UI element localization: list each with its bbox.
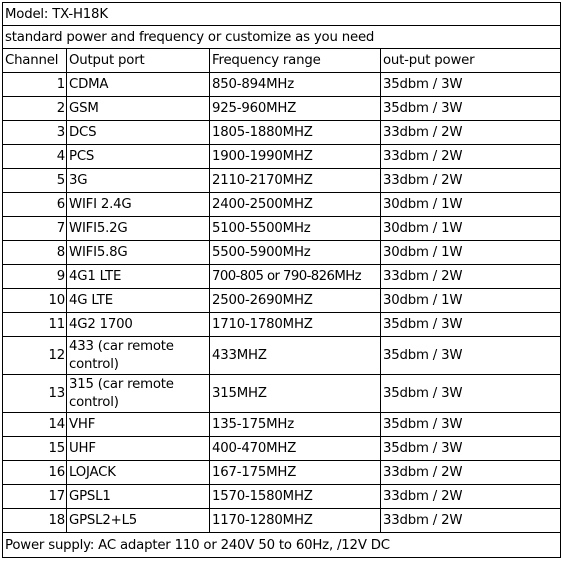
power-cell: 30dbm / 1W bbox=[381, 193, 561, 217]
frequency-cell: 2110-2170MHZ bbox=[210, 169, 381, 193]
power-cell: 33dbm / 2W bbox=[381, 485, 561, 509]
power-cell: 33dbm / 2W bbox=[381, 145, 561, 169]
port-cell: 4G LTE bbox=[67, 289, 210, 313]
port-cell: UHF bbox=[67, 437, 210, 461]
header-frequency-range: Frequency range bbox=[210, 49, 381, 73]
power-cell: 33dbm / 2W bbox=[381, 509, 561, 533]
channel-cell: 7 bbox=[3, 217, 67, 241]
port-cell: GSM bbox=[67, 97, 210, 121]
frequency-cell: 167-175MHZ bbox=[210, 461, 381, 485]
header-row bbox=[3, 49, 561, 73]
table-row bbox=[3, 413, 561, 437]
channel-cell: 8 bbox=[3, 241, 67, 265]
power-cell: 33dbm / 2W bbox=[381, 461, 561, 485]
frequency-cell: 1570-1580MHZ bbox=[210, 485, 381, 509]
power-cell: 35dbm / 3W bbox=[381, 73, 561, 97]
channel-cell: 5 bbox=[3, 169, 67, 193]
table-row bbox=[3, 289, 561, 313]
table-row bbox=[3, 437, 561, 461]
port-cell: WIFI5.2G bbox=[67, 217, 210, 241]
power-cell: 35dbm / 3W bbox=[381, 97, 561, 121]
channel-cell: 6 bbox=[3, 193, 67, 217]
port-cell: GPSL2+L5 bbox=[67, 509, 210, 533]
header-output-port: Output port bbox=[67, 49, 210, 73]
power-cell: 35dbm / 3W bbox=[381, 375, 561, 413]
frequency-cell: 135-175MHz bbox=[210, 413, 381, 437]
power-cell: 33dbm / 2W bbox=[381, 265, 561, 289]
channel-cell: 14 bbox=[3, 413, 67, 437]
table-row bbox=[3, 169, 561, 193]
table-row bbox=[3, 337, 561, 375]
frequency-cell: 2500-2690MHZ bbox=[210, 289, 381, 313]
frequency-cell: 1900-1990MHZ bbox=[210, 145, 381, 169]
frequency-cell: 400-470MHZ bbox=[210, 437, 381, 461]
port-cell: WIFI5.8G bbox=[67, 241, 210, 265]
frequency-cell: 1805-1880MHZ bbox=[210, 121, 381, 145]
port-cell: PCS bbox=[67, 145, 210, 169]
power-cell: 35dbm / 3W bbox=[381, 337, 561, 375]
frequency-cell: 1710-1780MHZ bbox=[210, 313, 381, 337]
port-cell: 4G2 1700 bbox=[67, 313, 210, 337]
channel-cell: 1 bbox=[3, 73, 67, 97]
channel-cell: 2 bbox=[3, 97, 67, 121]
table-row bbox=[3, 217, 561, 241]
spec-table bbox=[2, 2, 561, 558]
channel-cell: 17 bbox=[3, 485, 67, 509]
table-row bbox=[3, 485, 561, 509]
model-title: Model: TX-H18K bbox=[3, 3, 561, 26]
frequency-cell: 5100-5500MHz bbox=[210, 217, 381, 241]
table-row bbox=[3, 145, 561, 169]
power-cell: 30dbm / 1W bbox=[381, 217, 561, 241]
power-cell: 35dbm / 3W bbox=[381, 437, 561, 461]
frequency-cell: 925-960MHZ bbox=[210, 97, 381, 121]
table-row bbox=[3, 375, 561, 413]
power-cell: 30dbm / 1W bbox=[381, 289, 561, 313]
subtitle-row bbox=[3, 26, 561, 49]
spec-table-body bbox=[3, 3, 561, 558]
port-cell: GPSL1 bbox=[67, 485, 210, 509]
port-cell: 3G bbox=[67, 169, 210, 193]
subtitle-text: standard power and frequency or customize as you need bbox=[3, 26, 561, 49]
power-cell: 30dbm / 1W bbox=[381, 241, 561, 265]
power-cell: 35dbm / 3W bbox=[381, 313, 561, 337]
frequency-cell: 433MHZ bbox=[210, 337, 381, 375]
frequency-cell: 2400-2500MHZ bbox=[210, 193, 381, 217]
port-cell: WIFI 2.4G bbox=[67, 193, 210, 217]
frequency-cell: 315MHZ bbox=[210, 375, 381, 413]
channel-cell: 15 bbox=[3, 437, 67, 461]
channel-cell: 9 bbox=[3, 265, 67, 289]
header-channel: Channel bbox=[3, 49, 67, 73]
port-cell: DCS bbox=[67, 121, 210, 145]
port-cell: 433 (car remote control) bbox=[67, 337, 210, 375]
channel-cell: 12 bbox=[3, 337, 67, 375]
table-row bbox=[3, 97, 561, 121]
frequency-cell: 5500-5900MHz bbox=[210, 241, 381, 265]
footer-row bbox=[3, 533, 561, 558]
channel-cell: 18 bbox=[3, 509, 67, 533]
table-row bbox=[3, 509, 561, 533]
table-row bbox=[3, 193, 561, 217]
port-cell: LOJACK bbox=[67, 461, 210, 485]
frequency-cell: 1170-1280MHZ bbox=[210, 509, 381, 533]
channel-cell: 10 bbox=[3, 289, 67, 313]
header-output-power: out-put power bbox=[381, 49, 561, 73]
table-row bbox=[3, 265, 561, 289]
channel-cell: 3 bbox=[3, 121, 67, 145]
port-cell: VHF bbox=[67, 413, 210, 437]
channel-cell: 11 bbox=[3, 313, 67, 337]
table-row bbox=[3, 121, 561, 145]
port-cell: CDMA bbox=[67, 73, 210, 97]
table-row bbox=[3, 461, 561, 485]
model-row bbox=[3, 3, 561, 26]
table-row bbox=[3, 241, 561, 265]
frequency-cell: 850-894MHz bbox=[210, 73, 381, 97]
port-cell: 315 (car remote control) bbox=[67, 375, 210, 413]
table-row bbox=[3, 313, 561, 337]
power-supply-note: Power supply: AC adapter 110 or 240V 50 to 60Hz, /12V DC bbox=[3, 533, 561, 558]
channel-cell: 16 bbox=[3, 461, 67, 485]
frequency-cell: 700-805 or 790-826MHz bbox=[210, 265, 381, 289]
power-cell: 35dbm / 3W bbox=[381, 413, 561, 437]
port-cell: 4G1 LTE bbox=[67, 265, 210, 289]
power-cell: 33dbm / 2W bbox=[381, 169, 561, 193]
channel-cell: 13 bbox=[3, 375, 67, 413]
power-cell: 33dbm / 2W bbox=[381, 121, 561, 145]
table-row bbox=[3, 73, 561, 97]
channel-cell: 4 bbox=[3, 145, 67, 169]
